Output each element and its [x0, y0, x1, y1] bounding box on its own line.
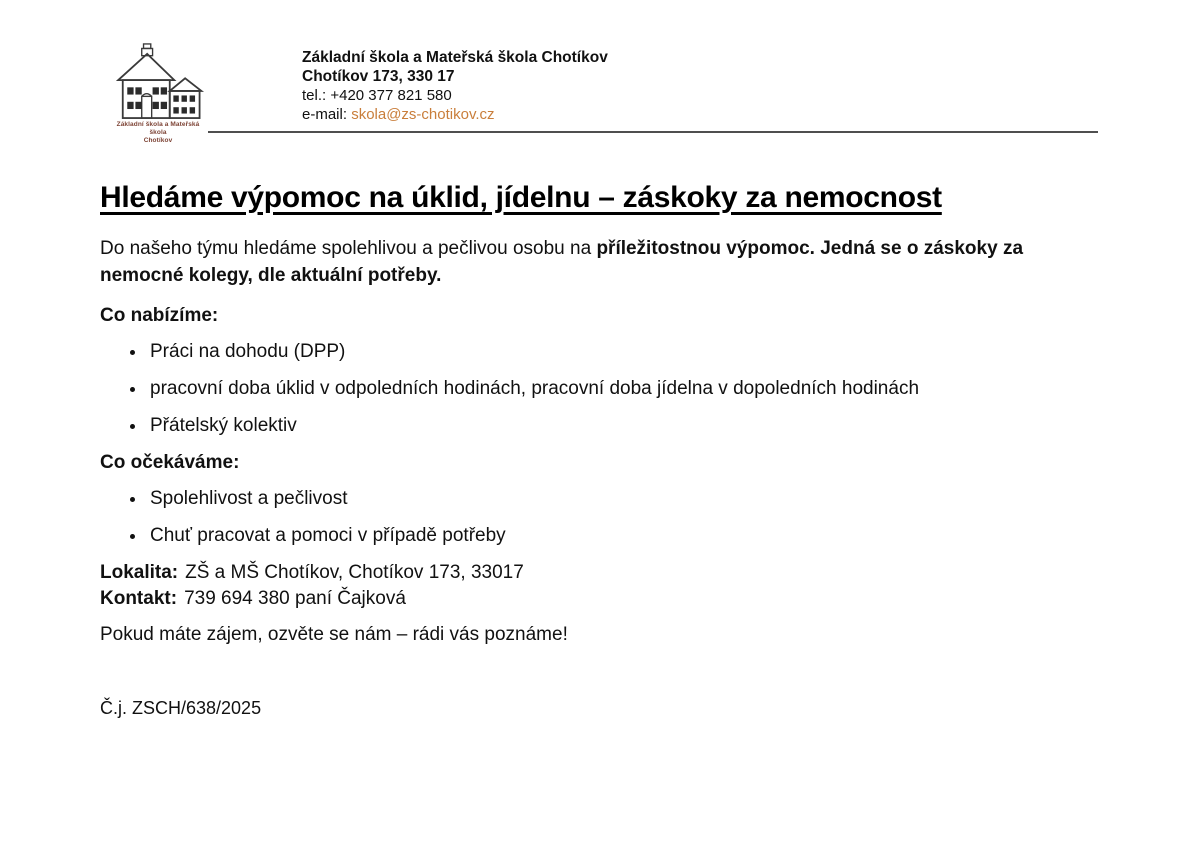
closing-line: Pokud máte zájem, ozvěte se nám – rádi vás poznáme!: [100, 624, 568, 645]
header-contact-block: [302, 48, 608, 124]
contact-line: [100, 586, 1092, 612]
contact-value: 739 694 380 paní Čajková: [184, 588, 406, 609]
expect-list: [100, 486, 1092, 549]
page-title: Hledáme výpomoc na úklid, jídelnu – záskoky za nemocnost: [100, 181, 942, 214]
reference-number: Č.j. ZSCH/638/2025: [100, 698, 262, 718]
location-label: Lokalita:: [100, 562, 179, 583]
school-address: Chotíkov 173, 330 17: [302, 68, 455, 85]
header-divider: [208, 131, 1098, 133]
location-value: ZŠ a MŠ Chotíkov, Chotíkov 173, 33017: [185, 562, 524, 583]
location-line: [100, 560, 1092, 586]
offer-list: [100, 339, 1092, 439]
school-name: Základní škola a Mateřská škola Chotíkov: [302, 49, 608, 66]
expect-heading: Co očekáváme:: [100, 452, 240, 473]
list-item: Spolehlivost a pečlivost: [150, 486, 1092, 512]
list-item: Chuť pracovat a pomoci v případě potřeby: [150, 523, 1092, 549]
logo-caption-line2: Chotíkov: [143, 137, 173, 144]
contact-label: Kontakt:: [100, 588, 178, 609]
intro-bold-text: příležitostnou výpomoc. Jedná se o záskoky za nemocné kolegy, dle aktuální potřeby.: [100, 238, 1024, 286]
logo-caption-line1: Základní škola a Mateřská škola: [116, 121, 200, 136]
email-label: e-mail:: [302, 106, 348, 123]
list-item: pracovní doba úklid v odpoledních hodinách, pracovní doba jídelna v dopoledních hodinách: [150, 376, 1092, 402]
list-item: Práci na dohodu (DPP): [150, 339, 1092, 365]
school-phone: tel.: +420 377 821 580: [302, 87, 452, 104]
school-building-icon: [111, 42, 205, 120]
school-logo: [108, 42, 208, 145]
list-item: Přátelský kolektiv: [150, 413, 1092, 439]
email-link[interactable]: skola@zs-chotikov.cz: [351, 106, 495, 123]
offer-heading: Co nabízíme:: [100, 305, 219, 326]
school-email-line: [302, 105, 608, 124]
intro-regular-text: Do našeho týmu hledáme spolehlivou a pečlivou osobu na: [100, 238, 597, 259]
document-body: [100, 180, 1092, 720]
intro-paragraph: [100, 236, 1092, 289]
